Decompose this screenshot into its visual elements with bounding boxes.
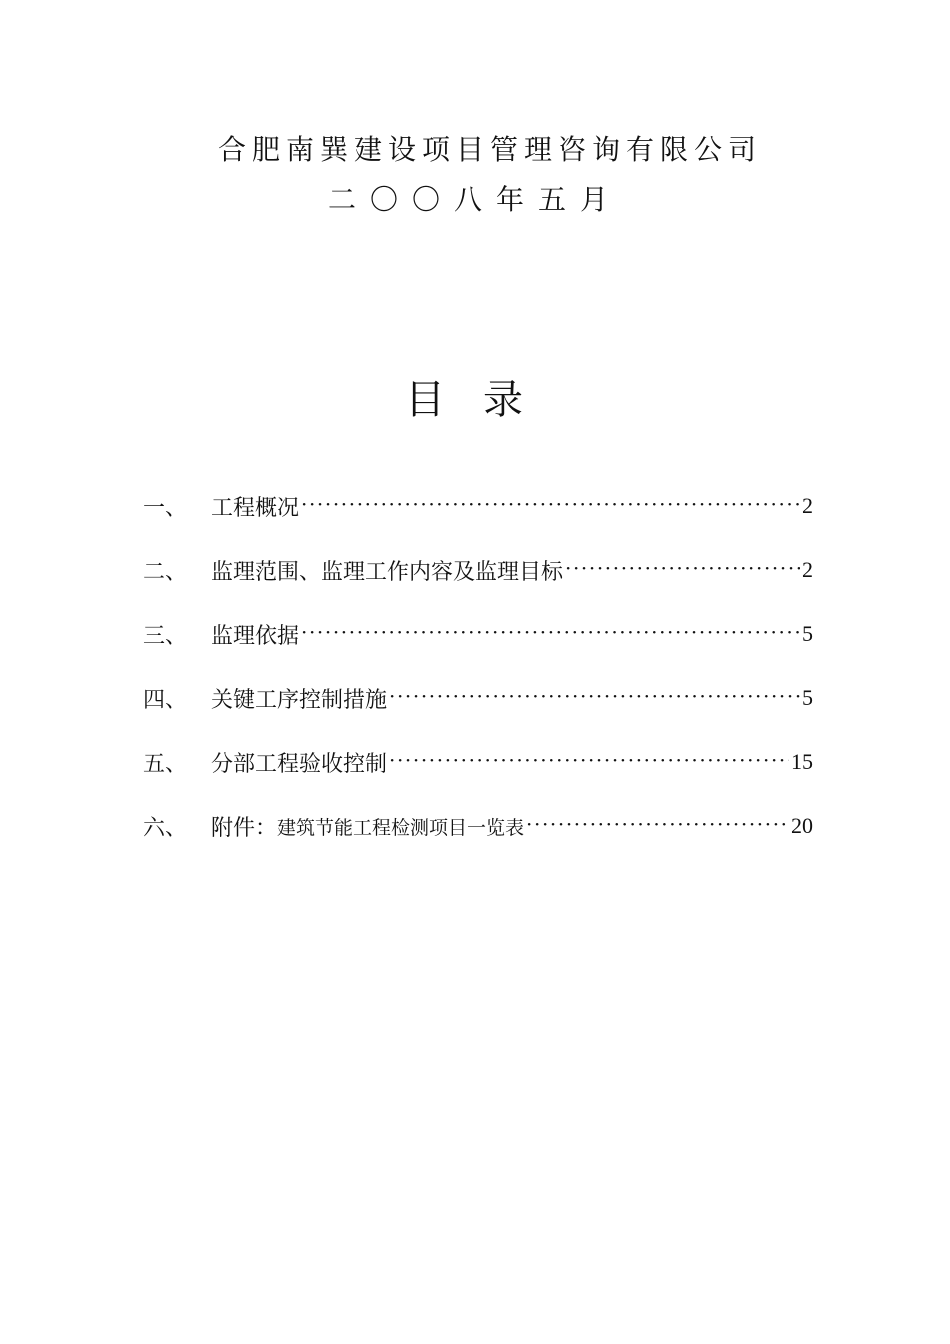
- toc-item[interactable]: [143, 730, 813, 794]
- toc-item-page: 2: [802, 493, 813, 518]
- toc-item-number: 四、: [143, 687, 188, 713]
- toc-item-label: 附件：: [211, 815, 278, 841]
- toc-item-page: 2: [802, 557, 813, 582]
- toc-dot-leader: [389, 684, 800, 708]
- toc-item-label: 工程概况: [211, 495, 300, 521]
- toc-item[interactable]: [143, 794, 813, 858]
- toc-item-number: 五、: [143, 751, 188, 777]
- toc-item-page: 15: [791, 749, 813, 774]
- document-date: 二〇〇八年五月: [327, 183, 622, 216]
- toc-dot-leader: [389, 748, 789, 772]
- toc-item-label: 关键工序控制措施: [211, 687, 388, 713]
- toc-dot-leader: [301, 492, 800, 516]
- toc-item-number: 三、: [143, 623, 188, 649]
- toc-item-label: 监理范围、监理工作内容及监理目标: [211, 559, 564, 585]
- toc-dot-leader: [301, 620, 800, 644]
- toc-item-number: 二、: [143, 559, 188, 585]
- toc-item-number: 六、: [143, 815, 188, 841]
- toc-item-page: 20: [791, 813, 813, 838]
- toc-item[interactable]: [143, 602, 813, 666]
- toc-item[interactable]: [143, 538, 813, 602]
- toc-item-label: 分部工程验收控制: [211, 751, 388, 777]
- toc-dot-leader: [565, 556, 800, 580]
- toc-item-label: 监理依据: [211, 623, 300, 649]
- toc-item-number: 一、: [143, 495, 188, 521]
- toc-item[interactable]: [143, 474, 813, 538]
- toc-title: 目录: [405, 377, 561, 423]
- table-of-contents: [143, 474, 813, 858]
- company-name: 合肥南巽建设项目管理咨询有限公司: [217, 133, 762, 166]
- toc-item-page: 5: [802, 685, 813, 710]
- toc-dot-leader: [526, 812, 789, 836]
- toc-item-sublabel: 建筑节能工程检测项目一览表: [277, 816, 525, 839]
- toc-item[interactable]: [143, 666, 813, 730]
- toc-item-page: 5: [802, 621, 813, 646]
